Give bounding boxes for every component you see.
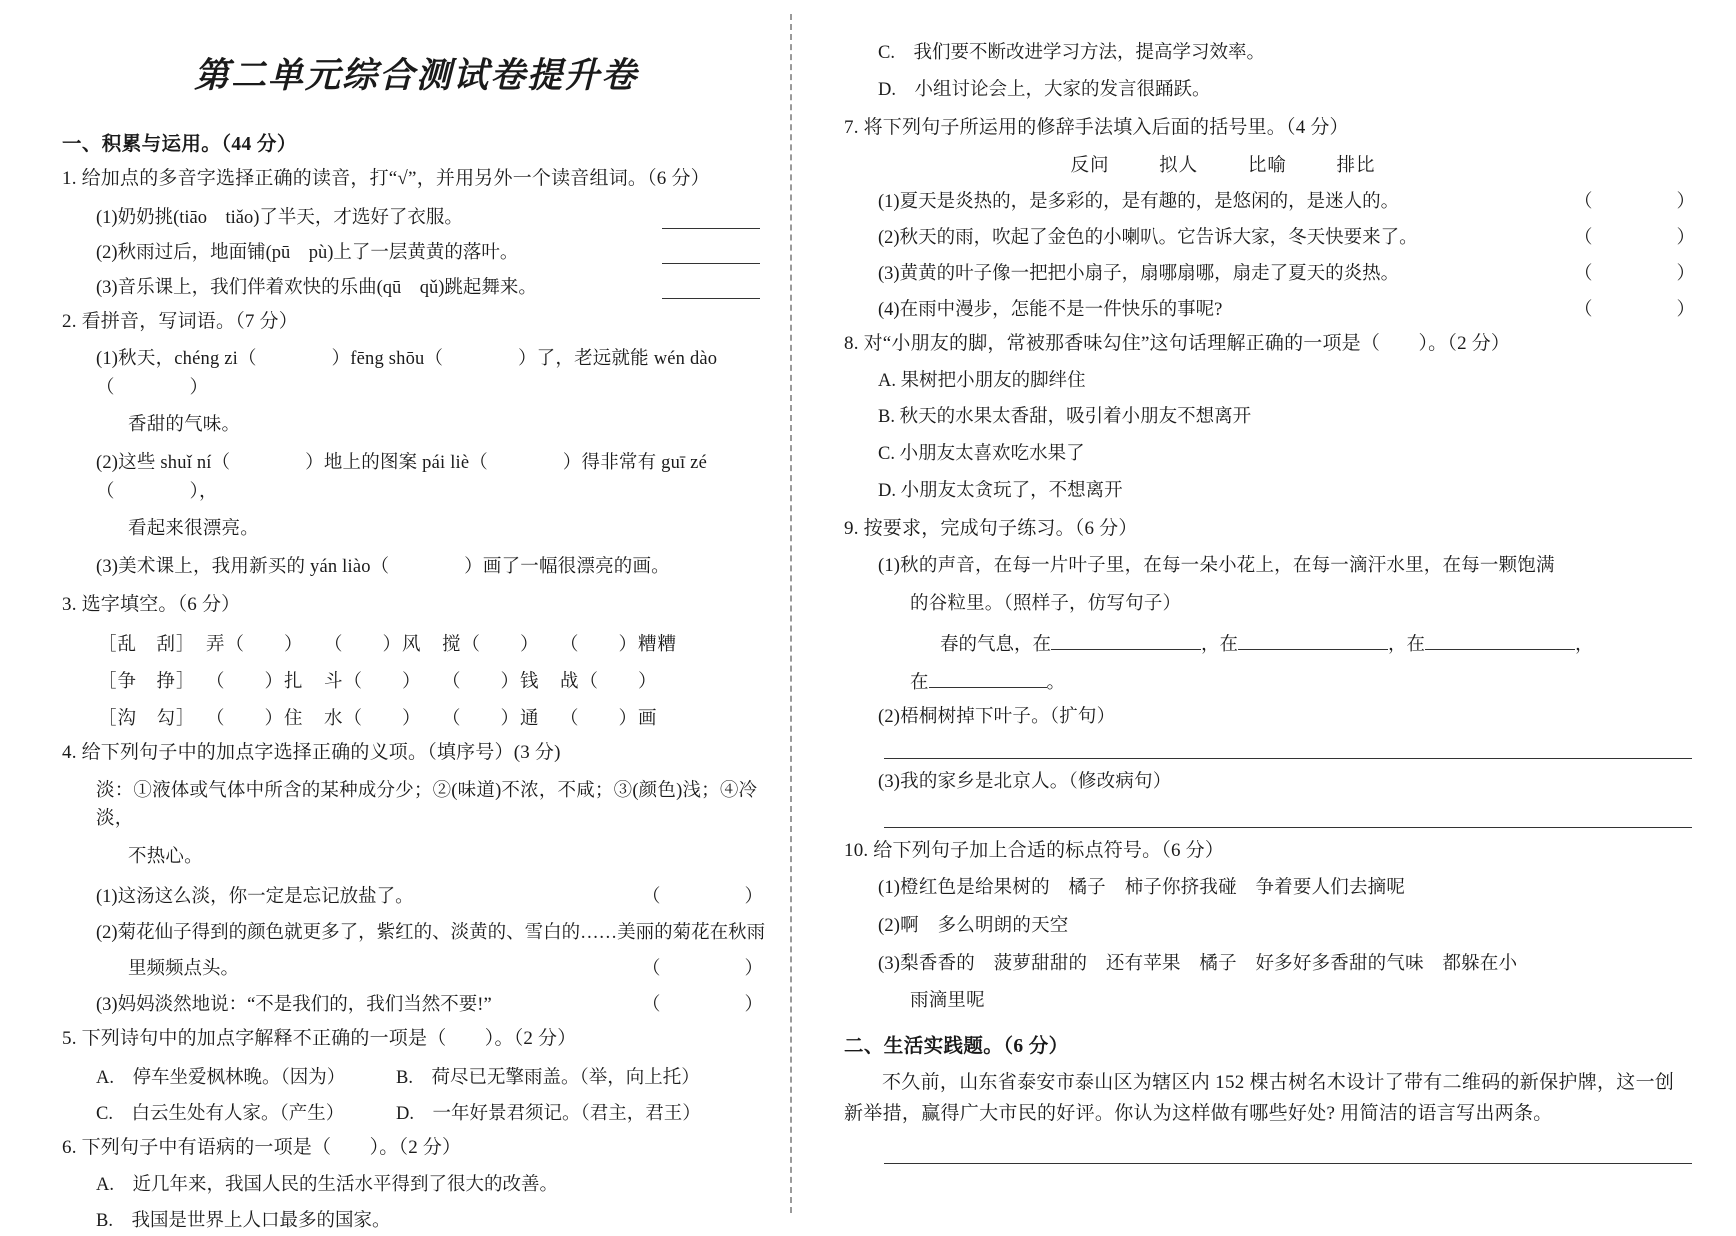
answer-parenthesis[interactable]: （ ） xyxy=(642,958,766,979)
answer-parenthesis[interactable]: （ ） xyxy=(642,994,766,1015)
question-4-item-text: (1)这汤这么淡，你一定是忘记放盐了。 xyxy=(96,886,414,907)
fill-mid-text: ，在 xyxy=(1201,635,1239,656)
option-b[interactable]: B. 我国是世界上人口最多的国家。 xyxy=(96,1211,391,1232)
option-d[interactable]: D. 一年好景君须记。（君主，君王） xyxy=(396,1104,701,1125)
answer-blank[interactable] xyxy=(662,214,760,229)
fill-comma: ， xyxy=(1575,635,1594,656)
answer-blank[interactable] xyxy=(1051,634,1201,650)
question-7-item xyxy=(844,259,1698,285)
question-3-stem: 3. 选字填空。（6 分） xyxy=(62,593,241,615)
question-4-item xyxy=(62,954,766,980)
left-column xyxy=(0,0,790,1232)
question-9-fill-row-1 xyxy=(844,630,1692,656)
option-d[interactable]: D. 小朋友太贪玩了，不想离开 xyxy=(878,480,1123,501)
question-4-item xyxy=(62,990,766,1016)
fill-lead-text: 在 xyxy=(910,673,929,694)
question-3-row xyxy=(62,630,760,656)
section-heading-1: 一、积累与运用。（44 分） xyxy=(62,134,297,155)
fill-lead-text: 春的气息，在 xyxy=(940,635,1052,656)
question-7-item xyxy=(844,223,1698,249)
answer-blank[interactable] xyxy=(929,672,1047,688)
answer-rule[interactable] xyxy=(884,758,1692,759)
char-blank-cell[interactable]: （ ）画 xyxy=(560,709,658,730)
fill-period: 。 xyxy=(1046,673,1066,694)
question-4-gloss: 淡：①液体或气体中所含的某种成分少；②(味道)不浓，不咸；③(颜色)浅；④冷淡， xyxy=(96,780,758,830)
section-2-paragraph: 不久前，山东省泰安市泰山区为辖区内 152 棵古树名木设计了带有二维码的新保护牌，这一创新举措，赢得广大市民的好评。你认为这样做有哪些好处? 用简洁的语言写出两条。 xyxy=(844,1071,1675,1124)
question-4-item xyxy=(62,918,766,944)
question-2-item: 香甜的气味。 xyxy=(128,415,241,436)
question-1-stem: 1. 给加点的多音字选择正确的读音，打“√”，并用另外一个读音组词。（6 分） xyxy=(62,168,710,189)
right-column xyxy=(792,0,1736,1227)
question-10-item: (3)梨香香的 菠萝甜甜的 还有苹果 橘子 好多好多香甜的气味 都躲在小 xyxy=(878,953,1518,974)
question-4-item xyxy=(62,882,766,908)
question-4-item-text: 里频频点头。 xyxy=(128,958,240,979)
answer-blank[interactable] xyxy=(662,284,760,299)
char-blank-cell[interactable]: （ ）住 xyxy=(206,709,304,730)
question-9-stem: 9. 按要求，完成句子练习。（6 分） xyxy=(844,517,1138,539)
question-2-item: (2)这些 shuǐ ní（ ）地上的图案 pái liè（ ）得非常有 guī zé（ ）， xyxy=(96,453,708,502)
char-blank-cell[interactable]: （ ）通 xyxy=(442,709,540,730)
question-9-item-1-cont: 的谷粒里。（照样子，仿写句子） xyxy=(910,593,1182,614)
question-5-option-row xyxy=(62,1063,760,1089)
char-blank-cell[interactable]: （ ）钱 xyxy=(442,672,540,693)
char-blank-cell[interactable]: （ ）风 xyxy=(324,635,422,656)
option-d[interactable]: D. 小组讨论会上，大家的发言很踊跃。 xyxy=(878,79,1211,100)
question-10-item: (1)橙红色是给果树的 橘子 柿子你挤我碰 争着要人们去摘呢 xyxy=(878,878,1406,899)
word-bank-item: 拟人 xyxy=(1159,156,1199,176)
question-4-item-text: (2)菊花仙子得到的颜色就更多了，紫红的、淡黄的、雪白的……美丽的菊花在秋雨 xyxy=(96,922,766,943)
option-c[interactable]: C. 小朋友太喜欢吃水果了 xyxy=(878,444,1085,464)
option-c[interactable]: C. 我们要不断改进学习方法，提高学习效率。 xyxy=(878,43,1265,63)
question-2-item: (1)秋天，chéng zi（ ）fēng shōu（ ）了，老远就能 wén dào（ ） xyxy=(96,349,718,398)
option-c[interactable]: C. 白云生处有人家。（产生） xyxy=(96,1104,345,1125)
question-9-item-2: (2)梧桐树掉下叶子。（扩句） xyxy=(878,707,1116,728)
question-5-option-row xyxy=(62,1099,760,1125)
answer-parenthesis[interactable]: （ ） xyxy=(642,886,766,907)
question-7-item xyxy=(844,295,1698,321)
question-2-stem: 2. 看拼音，写词语。（7 分） xyxy=(62,310,298,332)
question-3-row xyxy=(62,704,760,730)
word-bank-item: 反问 xyxy=(1070,156,1110,176)
question-1-item xyxy=(62,203,760,229)
question-5-stem: 5. 下列诗句中的加点字解释不正确的一项是（ ）。（2 分） xyxy=(62,1027,577,1049)
question-9-item-1: (1)秋的声音，在每一片叶子里，在每一朵小花上，在每一滴汗水里，在每一颗饱满 xyxy=(878,556,1555,576)
answer-parenthesis[interactable]: （ ） xyxy=(1574,228,1698,248)
answer-parenthesis[interactable]: （ ） xyxy=(1574,300,1698,320)
question-3-row xyxy=(62,667,760,693)
question-2-item: 看起来很漂亮。 xyxy=(128,519,259,540)
char-blank-cell[interactable]: 水（ ） xyxy=(324,709,422,730)
answer-parenthesis[interactable]: （ ） xyxy=(1574,192,1698,212)
question-7-item-text: (3)黄黄的叶子像一把把小扇子，扇哪扇哪，扇走了夏天的炎热。 xyxy=(878,264,1400,284)
question-9-item-3: (3)我的家乡是北京人。（修改病句） xyxy=(878,772,1172,793)
word-bank-item: 排比 xyxy=(1336,156,1376,176)
question-7-word-bank xyxy=(844,151,1692,177)
question-1-item-text: (1)奶奶挑(tiāo tiǎo)了半天，才选好了衣服。 xyxy=(96,207,463,228)
question-1-item-text: (2)秋雨过后，地面铺(pū pù)上了一层黄黄的落叶。 xyxy=(96,242,519,263)
question-10-stem: 10. 给下列句子加上合适的标点符号。（6 分） xyxy=(844,839,1225,861)
question-1-item xyxy=(62,273,760,299)
question-4-item-text: (3)妈妈淡然地说：“不是我们的，我们当然不要!” xyxy=(96,994,492,1015)
page-title: 第二单元综合测试卷提升卷 xyxy=(193,56,638,95)
answer-parenthesis[interactable]: （ ） xyxy=(1574,264,1698,284)
question-1-item-text: (3)音乐课上，我们伴着欢快的乐曲(qū qǔ)跳起舞来。 xyxy=(96,277,537,298)
question-6-stem: 6. 下列句子中有语病的一项是（ ）。（2 分） xyxy=(62,1137,462,1159)
question-1-item xyxy=(62,238,760,264)
section-heading-2: 二、生活实践题。（6 分） xyxy=(844,1035,1069,1057)
answer-rule[interactable] xyxy=(884,1163,1692,1164)
option-a[interactable]: A. 停车坐爱枫林晚。（因为） xyxy=(96,1068,346,1089)
question-9-fill-row-2 xyxy=(844,668,1692,694)
char-blank-cell[interactable]: 战（ ） xyxy=(560,672,658,693)
char-blank-cell[interactable]: （ ）糟糟 xyxy=(560,635,678,656)
question-7-stem: 7. 将下列句子所运用的修辞手法填入后面的括号里。（4 分） xyxy=(844,116,1349,138)
question-4-stem: 4. 给下列句子中的加点字选择正确的义项。（填序号）(3 分) xyxy=(62,742,561,764)
question-4-gloss: 不热心。 xyxy=(128,847,203,868)
question-10-item-cont: 雨滴里呢 xyxy=(910,991,985,1012)
option-a[interactable]: A. 近几年来，我国人民的生活水平得到了很大的改善。 xyxy=(96,1174,558,1195)
char-blank-cell[interactable]: 斗（ ） xyxy=(324,672,422,693)
char-choice-bracket: ［沟 勾］ xyxy=(98,709,196,730)
question-2-item: (3)美术课上，我用新买的 yán liào（ ）画了一幅很漂亮的画。 xyxy=(96,557,670,578)
char-blank-cell[interactable]: （ ）扎 xyxy=(206,672,304,693)
question-7-item-text: (1)夏天是炎热的，是多彩的，是有趣的，是悠闲的，是迷人的。 xyxy=(878,192,1400,212)
option-b[interactable]: B. 荷尽已无擎雨盖。（举，向上托） xyxy=(396,1068,700,1089)
answer-blank[interactable] xyxy=(1425,634,1575,650)
question-8-stem: 8. 对“小朋友的脚，常被那香味勾住”这句话理解正确的一项是（ ）。（2 分） xyxy=(844,333,1511,354)
char-blank-cell[interactable]: 搅（ ） xyxy=(442,635,540,656)
option-a[interactable]: A. 果树把小朋友的脚绊住 xyxy=(878,370,1086,391)
answer-rule[interactable] xyxy=(884,827,1692,828)
question-10-item: (2)啊 多么明朗的天空 xyxy=(878,915,1069,936)
question-7-item xyxy=(844,187,1698,213)
question-7-item-text: (2)秋天的雨，吹起了金色的小喇叭。它告诉大家，冬天快要来了。 xyxy=(878,228,1418,248)
fill-mid-text: ，在 xyxy=(1388,635,1426,656)
char-choice-bracket: ［争 挣］ xyxy=(98,672,196,693)
question-7-item-text: (4)在雨中漫步，怎能不是一件快乐的事呢? xyxy=(878,300,1223,320)
char-choice-bracket: ［乱 刮］ xyxy=(98,635,196,656)
char-blank-cell[interactable]: 弄（ ） xyxy=(206,635,304,656)
answer-blank[interactable] xyxy=(662,249,760,264)
answer-blank[interactable] xyxy=(1238,634,1388,650)
word-bank-item: 比喻 xyxy=(1247,156,1287,176)
option-b[interactable]: B. 秋天的水果太香甜，吸引着小朋友不想离开 xyxy=(878,407,1252,428)
